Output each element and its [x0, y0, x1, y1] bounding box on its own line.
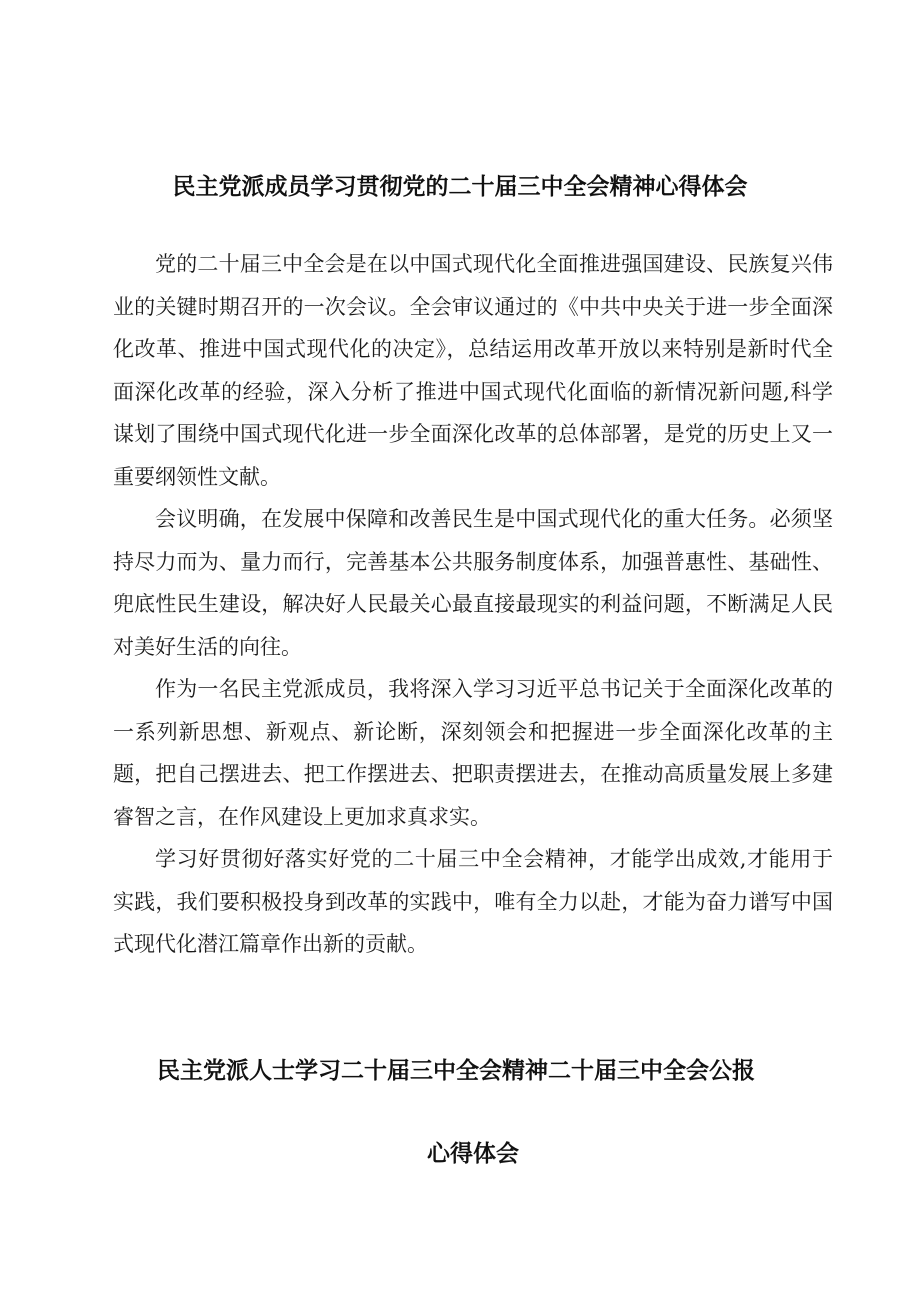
paragraph: 会议明确，在发展中保障和改善民生是中国式现代化的重大任务。必须坚持尽力而为、量力而行，完善基本公共服务制度体系，加强普惠性、基础性、兜底性民生建设，解决好人民最关心最直接最现实的利益问题，不断满足人民对美好生活的向往。 — [113, 507, 833, 659]
document-title: 民主党派成员学习贯彻党的二十届三中全会精神心得体会 — [172, 174, 748, 200]
paragraph: 党的二十届三中全会是在以中国式现代化全面推进强国建设、民族复兴伟业的关键时期召开的一次会议。全会审议通过的《中共中央关于进一步全面深化改革、推进中国式现代化的决定》，总结运用改革开放以来特别是新时代全面深化改革的经验，深入分析了推进中国式现代化面临的新情况新问题,科学谋划了围绕中国式现代化进一步全面深化改革的总体部署，是党的历史上又一重要纲领性文献。 — [113, 252, 833, 489]
second-document-title-line-2: 心得体会 — [427, 1141, 519, 1167]
second-document-title-line-1: 民主党派人士学习二十届三中全会精神二十届三中全会公报 — [157, 1058, 755, 1084]
paragraph: 学习好贯彻好落实好党的二十届三中全会精神，才能学出成效,才能用于实践，我们要积极投身到改革的实践中，唯有全力以赴，才能为奋力谱写中国式现代化潜江篇章作出新的贡献。 — [113, 847, 833, 956]
document-body — [113, 243, 833, 966]
paragraph: 作为一名民主党派成员，我将深入学习习近平总书记关于全面深化改革的一系列新思想、新观点、新论断，深刻领会和把握进一步全面深化改革的主题，把自己摆进去、把工作摆进去、把职责摆进去，在推动高质量发展上多建睿智之言，在作风建设上更加求真求实。 — [113, 677, 833, 829]
